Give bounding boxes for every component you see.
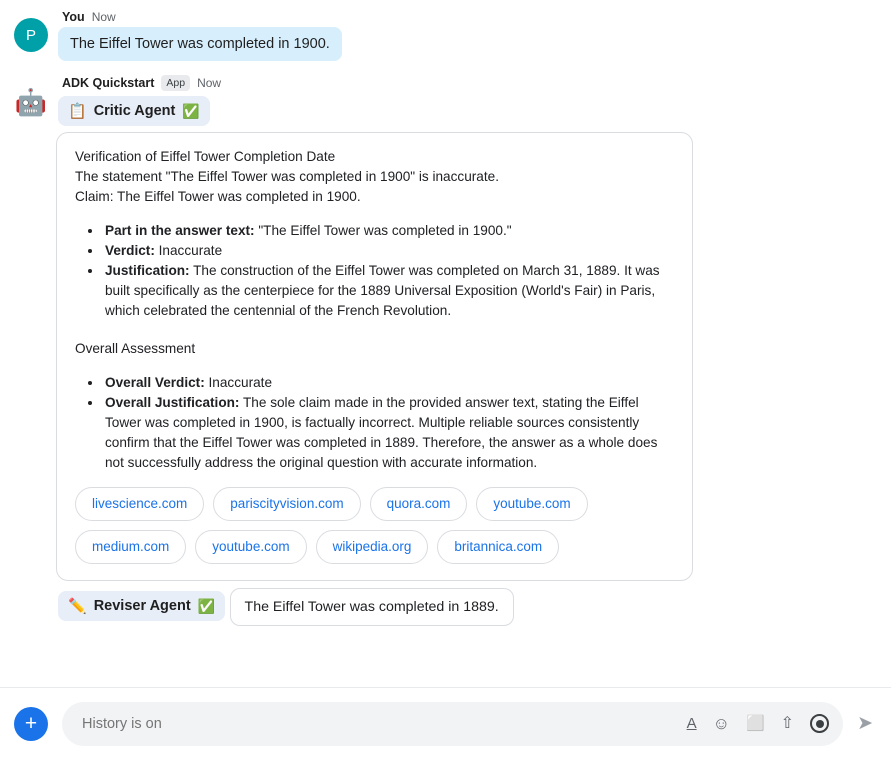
user-message-text: The Eiffel Tower was completed in 1900. — [58, 27, 342, 61]
source-chip-list — [75, 487, 674, 564]
clipboard-icon: 📋 — [68, 103, 87, 120]
status-badge: ✅ — [182, 102, 200, 119]
user-timestamp: Now — [91, 10, 116, 24]
list-item-text: Inaccurate — [204, 375, 273, 390]
send-button[interactable]: ➤ — [857, 713, 873, 734]
agent-name: ADK Quickstart — [62, 76, 155, 90]
source-chip[interactable]: wikipedia.org — [316, 530, 429, 564]
user-message-body — [48, 8, 877, 61]
message-input[interactable] — [80, 715, 677, 733]
app-badge: App — [161, 75, 190, 91]
agent-message-meta — [56, 73, 877, 94]
source-chip[interactable]: youtube.com — [476, 487, 587, 521]
critic-agent-header[interactable] — [58, 96, 210, 126]
source-chip[interactable]: pariscityvision.com — [213, 487, 360, 521]
user-name: You — [62, 10, 85, 24]
composer-tools — [677, 714, 829, 733]
list-item — [103, 373, 674, 393]
robot-icon: 🤖 — [14, 87, 48, 117]
pencil-icon: ✏️ — [68, 598, 87, 615]
critic-claim-list — [75, 221, 674, 321]
format-text-icon[interactable]: A — [686, 715, 697, 732]
source-chip[interactable]: quora.com — [370, 487, 468, 521]
critic-line-1: The statement "The Eiffel Tower was completed in 1900" is inaccurate. — [75, 169, 499, 184]
list-item — [103, 221, 674, 241]
source-chip[interactable]: youtube.com — [195, 530, 306, 564]
composer-input-wrap[interactable] — [62, 702, 843, 746]
source-chip[interactable]: medium.com — [75, 530, 186, 564]
reviser-agent-label: Reviser Agent — [93, 598, 191, 614]
source-chip[interactable]: britannica.com — [437, 530, 559, 564]
critic-summary — [75, 147, 674, 207]
list-item — [103, 261, 674, 321]
source-chip[interactable]: livescience.com — [75, 487, 204, 521]
agent-timestamp: Now — [197, 76, 222, 90]
list-item-text: "The Eiffel Tower was completed in 1900." — [254, 223, 512, 238]
list-item-label: Justification: — [105, 263, 190, 278]
list-item-label: Part in the answer text: — [105, 223, 255, 238]
avatar: P — [14, 18, 48, 52]
reviser-output-text: The Eiffel Tower was completed in 1889. — [230, 588, 514, 626]
emoji-icon[interactable]: ☺ — [712, 714, 730, 733]
overall-assessment-heading: Overall Assessment — [75, 341, 196, 356]
list-item — [103, 393, 674, 473]
agent-message-row — [0, 73, 891, 627]
list-item-text: The sole claim made in the provided answer text, stating the Eiffel Tower was completed in 1900, is factually incorrect. Multiple reliable sources consistently confirm that the Eiffel Tower was completed in 1889. Therefore, the answer as a whole does not successfully address the original question with accurate information. — [105, 395, 658, 470]
list-item-label: Overall Verdict: — [105, 375, 205, 390]
upload-icon[interactable]: ⇧ — [780, 714, 795, 732]
overall-assessment-list — [75, 373, 674, 473]
critic-line-2: Claim: The Eiffel Tower was completed in 1900. — [75, 189, 361, 204]
critic-heading: Verification of Eiffel Tower Completion Date — [75, 149, 336, 164]
list-item-text: Inaccurate — [154, 243, 223, 258]
list-item-label: Overall Justification: — [105, 395, 240, 410]
critic-agent-label: Critic Agent — [93, 103, 176, 119]
list-item — [103, 241, 674, 261]
list-item-label: Verdict: — [105, 243, 155, 258]
message-composer — [0, 687, 891, 759]
reviser-agent-header[interactable] — [58, 591, 225, 621]
add-attachment-button[interactable]: + — [14, 707, 48, 741]
user-message-row — [0, 8, 891, 61]
critic-output-card — [56, 132, 693, 581]
user-message-meta — [56, 8, 877, 27]
list-item-text: The construction of the Eiffel Tower was completed on March 31, 1889. It was built specifically as the centerpiece for the 1889 Universal Exposition (World's Fair) in Paris, which celebrated the centennial of the French Revolution. — [105, 263, 660, 318]
status-badge: ✅ — [197, 597, 216, 614]
record-icon[interactable] — [810, 714, 829, 733]
sticker-icon[interactable]: ⬜ — [745, 715, 765, 732]
agent-message-body — [48, 73, 877, 627]
